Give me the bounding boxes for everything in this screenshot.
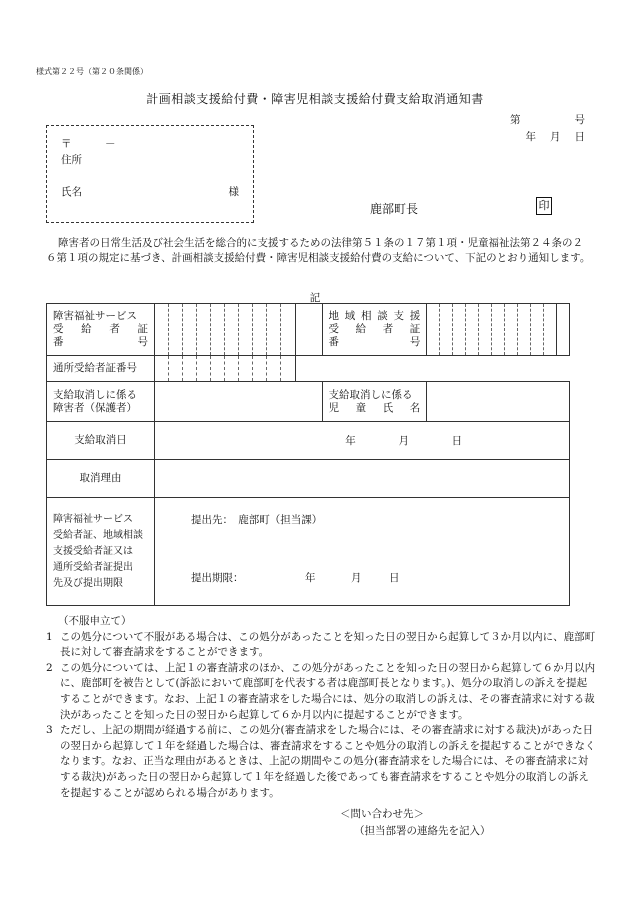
cancel-child-label: 支給取消しに係る 児 童 氏 名	[322, 382, 427, 422]
digit-cell[interactable]	[267, 356, 281, 382]
address-box	[46, 125, 254, 223]
digit-cell[interactable]	[239, 356, 253, 382]
table-row	[47, 460, 570, 498]
digit-cell[interactable]	[169, 356, 183, 382]
document-number-block	[510, 112, 585, 144]
cancel-reason-label: 取消理由	[47, 460, 155, 498]
submission-label: 障害福祉サービス 受給者証、地域相談 支援受給者証又は 通所受給者証提出 先及び提出期限	[47, 498, 155, 606]
objection-heading: （不服申立て）	[58, 615, 132, 627]
digit-cell[interactable]	[253, 356, 267, 382]
cancel-child-field[interactable]	[427, 382, 570, 422]
cancel-person-label: 支給取消しに係る 障害者（保護者）	[47, 382, 155, 422]
digit-cell[interactable]	[440, 304, 453, 356]
day-service-cert-label: 通所受給者証番号	[47, 356, 155, 382]
objection-notes	[46, 614, 596, 801]
doc-month-label: 月	[550, 131, 561, 143]
table-row	[47, 356, 570, 382]
doc-year-label: 年	[525, 131, 536, 143]
table-row	[47, 382, 570, 422]
digit-cell[interactable]	[281, 304, 295, 356]
digit-cell[interactable]	[505, 304, 518, 356]
spacer-cell	[295, 304, 322, 356]
digit-cell[interactable]	[197, 304, 211, 356]
service-cert-label: 障害福祉サービス 受 給 者 証 番 号	[47, 304, 155, 356]
community-cert-label: 地 域 相 談 支 援 受 給 者 証 番 号	[322, 304, 427, 356]
deadline-month: 月	[351, 572, 362, 584]
note-item: 1 この処分について不服がある場合は、この処分があったことを知った日の翌日から起算して３か月以内に、鹿部町長に対して審査請求をすることができます。	[46, 630, 596, 659]
digit-cell[interactable]	[518, 304, 531, 356]
empty-area	[295, 356, 569, 382]
note-item: 2 この処分については、上記１の審査請求のほか、この処分があったことを知った日の翌日から起算して６か月以内に、鹿部町を被告として(訴訟において鹿部町を代表する者は鹿部町長となります。)、処分の取消しの訴えを提起することができます。なお、上記１の審査請求をした場合には、処分の取消しの訴えは、その審査請求に対する裁決があったことを知った日の翌日から起算して６か月以内に提起することができます。	[46, 661, 596, 721]
digit-cell[interactable]	[225, 304, 239, 356]
submission-deadline-label: 提出期限：	[191, 572, 244, 584]
notice-table	[46, 303, 570, 606]
digit-cell[interactable]	[155, 356, 169, 382]
digit-cell[interactable]	[197, 356, 211, 382]
cancel-date-label: 支給取消日	[47, 422, 155, 460]
issuer: 鹿部町長	[370, 202, 419, 216]
digit-cell[interactable]	[253, 304, 267, 356]
spacer-cell	[556, 304, 569, 356]
cancel-person-field[interactable]	[155, 382, 322, 422]
digit-cell[interactable]	[543, 304, 556, 356]
digit-cell[interactable]	[479, 304, 492, 356]
form-number: 様式第２２号（第２０条関係）	[36, 67, 148, 76]
digit-cell[interactable]	[239, 304, 253, 356]
contact-block	[340, 806, 491, 840]
intro-paragraph: 障害者の日常生活及び社会生活を総合的に支援するための法律第５１条の１７第１項・児童福祉法第２４条の２６第１項の規定に基づき、計画相談支援給付費・障害児相談支援給付費の支給について、下記のとおり通知します。	[46, 237, 591, 264]
deadline-year: 年	[305, 572, 316, 584]
digit-cell[interactable]	[183, 304, 197, 356]
table-row	[47, 304, 570, 356]
seal-mark: 印	[536, 197, 552, 215]
digit-cell[interactable]	[530, 304, 543, 356]
contact-note: （担当部署の連絡先を記入）	[354, 825, 491, 837]
digit-cell[interactable]	[453, 304, 466, 356]
honorific-label: 様	[228, 186, 239, 198]
contact-title: ＜問い合わせ先＞	[340, 808, 424, 820]
name-label: 氏名	[61, 186, 82, 198]
deadline-day: 日	[389, 572, 400, 584]
digit-cell[interactable]	[281, 356, 295, 382]
ki-heading: 記	[309, 292, 321, 304]
digit-cell[interactable]	[211, 304, 225, 356]
table-row	[47, 498, 570, 606]
doc-day-label: 日	[574, 131, 585, 143]
digit-cell[interactable]	[492, 304, 505, 356]
zip-dash: －	[105, 138, 116, 150]
cancel-reason-field[interactable]	[155, 460, 570, 498]
digit-cell[interactable]	[211, 356, 225, 382]
zip-mark: 〒	[61, 138, 72, 150]
digit-cell[interactable]	[267, 304, 281, 356]
doc-no-label: 第	[510, 114, 521, 126]
doc-go-label: 号	[574, 114, 585, 126]
submission-destination: 提出先： 鹿部町（担当課）	[191, 514, 323, 526]
page-title: 計画相談支援給付費・障害児相談支援給付費支給取消通知書	[146, 92, 484, 106]
digit-cell[interactable]	[155, 304, 169, 356]
note-item: 3 ただし、上記の期間が経過する前に、この処分(審査請求をした場合には、その審査請求に対する裁決)があった日の翌日から起算して１年を経過した場合は、審査請求をすることや処分の取消しの訴えを提起することができなくなります。なお、正当な理由があるときは、上記の期間やこの処分(審査請求をした場合には、その審査請求に対する裁決)があった日の翌日から起算して１年を経過した後であっても審査請求をすることや処分の取消しの訴えを提起することが認められる場合があります。	[46, 724, 596, 799]
digit-cell[interactable]	[169, 304, 183, 356]
digit-cell[interactable]	[183, 356, 197, 382]
digit-cell[interactable]	[225, 356, 239, 382]
cancel-date-field[interactable]: 年 月 日	[155, 422, 570, 460]
digit-cell[interactable]	[466, 304, 479, 356]
digit-cell[interactable]	[427, 304, 440, 356]
address-label: 住所	[61, 154, 82, 166]
submission-field[interactable]	[155, 498, 570, 606]
table-row	[47, 422, 570, 460]
